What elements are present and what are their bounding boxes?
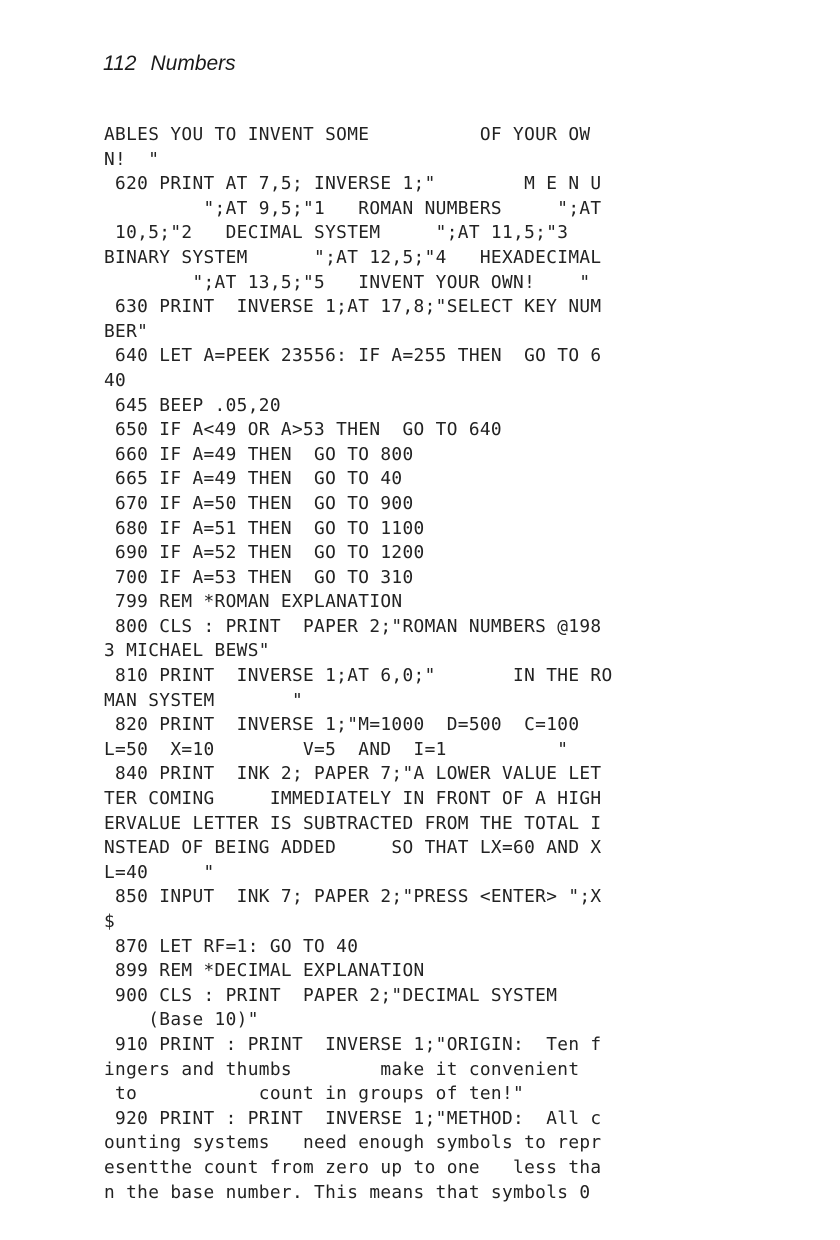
listing-line: 630 PRINT INVERSE 1;AT 17,8;"SELECT KEY NUM: [104, 296, 602, 318]
listing-line: ";AT 13,5;"5 INVENT YOUR OWN! ": [104, 271, 591, 293]
listing-line: ";AT 9,5;"1 ROMAN NUMBERS ";AT: [104, 197, 602, 219]
page-number: 112: [103, 52, 137, 75]
listing-line: ingers and thumbs make it convenient: [104, 1058, 580, 1080]
listing-line: 3 MICHAEL BEWS": [104, 640, 270, 662]
listing-line: 920 PRINT : PRINT INVERSE 1;"METHOD: All c: [104, 1107, 602, 1129]
listing-line: 650 IF A<49 OR A>53 THEN GO TO 640: [104, 419, 502, 441]
listing-line: L=50 X=10 V=5 AND I=1 ": [104, 738, 569, 760]
listing-line: n the base number. This means that symbols 0: [104, 1181, 591, 1203]
listing-line: 850 INPUT INK 7; PAPER 2;"PRESS <ENTER> ";X: [104, 886, 602, 908]
listing-line: L=40 ": [104, 861, 215, 883]
listing-line: 660 IF A=49 THEN GO TO 800: [104, 443, 414, 465]
listing-line: 665 IF A=49 THEN GO TO 40: [104, 468, 403, 490]
listing-line: 840 PRINT INK 2; PAPER 7;"A LOWER VALUE LET: [104, 763, 602, 785]
listing-line: ERVALUE LETTER IS SUBTRACTED FROM THE TOTAL I: [104, 812, 602, 834]
listing-line: 810 PRINT INVERSE 1;AT 6,0;" IN THE RO: [104, 665, 613, 687]
listing-line: BER": [104, 320, 149, 342]
listing-line: 620 PRINT AT 7,5; INVERSE 1;" M E N U: [104, 173, 602, 195]
section-title: Numbers: [150, 52, 236, 75]
listing-line: 645 BEEP .05,20: [104, 394, 281, 416]
listing-line: 800 CLS : PRINT PAPER 2;"ROMAN NUMBERS @198: [104, 615, 602, 637]
listing-line: 910 PRINT : PRINT INVERSE 1;"ORIGIN: Ten f: [104, 1033, 602, 1055]
listing-line: (Base 10)": [104, 1009, 259, 1031]
listing-line: 870 LET RF=1: GO TO 40: [104, 935, 359, 957]
listing-line: $: [104, 911, 116, 932]
listing-line: 690 IF A=52 THEN GO TO 1200: [104, 542, 425, 564]
basic-program-listing: [104, 123, 744, 1205]
listing-line: to count in groups of ten!": [104, 1083, 525, 1105]
listing-line: TER COMING IMMEDIATELY IN FRONT OF A HIGH: [104, 788, 602, 810]
listing-line: 10,5;"2 DECIMAL SYSTEM ";AT 11,5;"3: [104, 222, 569, 244]
listing-line: ABLES YOU TO INVENT SOME OF YOUR OW: [104, 124, 591, 145]
listing-line: esentthe count from zero up to one less tha: [104, 1156, 602, 1178]
listing-line: 900 CLS : PRINT PAPER 2;"DECIMAL SYSTEM: [104, 984, 558, 1006]
listing-line: 899 REM *DECIMAL EXPLANATION: [104, 960, 425, 982]
listing-line: 40: [104, 369, 127, 391]
listing-line: 680 IF A=51 THEN GO TO 1100: [104, 517, 425, 539]
listing-line: N! ": [104, 148, 160, 170]
listing-line: 820 PRINT INVERSE 1;"M=1000 D=500 C=100: [104, 714, 580, 736]
listing-line: 799 REM *ROMAN EXPLANATION: [104, 591, 403, 613]
listing-line: 640 LET A=PEEK 23556: IF A=255 THEN GO TO 6: [104, 345, 602, 367]
listing-line: 670 IF A=50 THEN GO TO 900: [104, 492, 414, 514]
listing-line: ounting systems need enough symbols to repr: [104, 1132, 602, 1154]
listing-line: NSTEAD OF BEING ADDED SO THAT LX=60 AND X: [104, 837, 602, 859]
running-header: [103, 52, 236, 76]
listing-line: 700 IF A=53 THEN GO TO 310: [104, 566, 414, 588]
listing-line: MAN SYSTEM ": [104, 689, 303, 711]
listing-line: BINARY SYSTEM ";AT 12,5;"4 HEXADECIMAL: [104, 246, 602, 268]
